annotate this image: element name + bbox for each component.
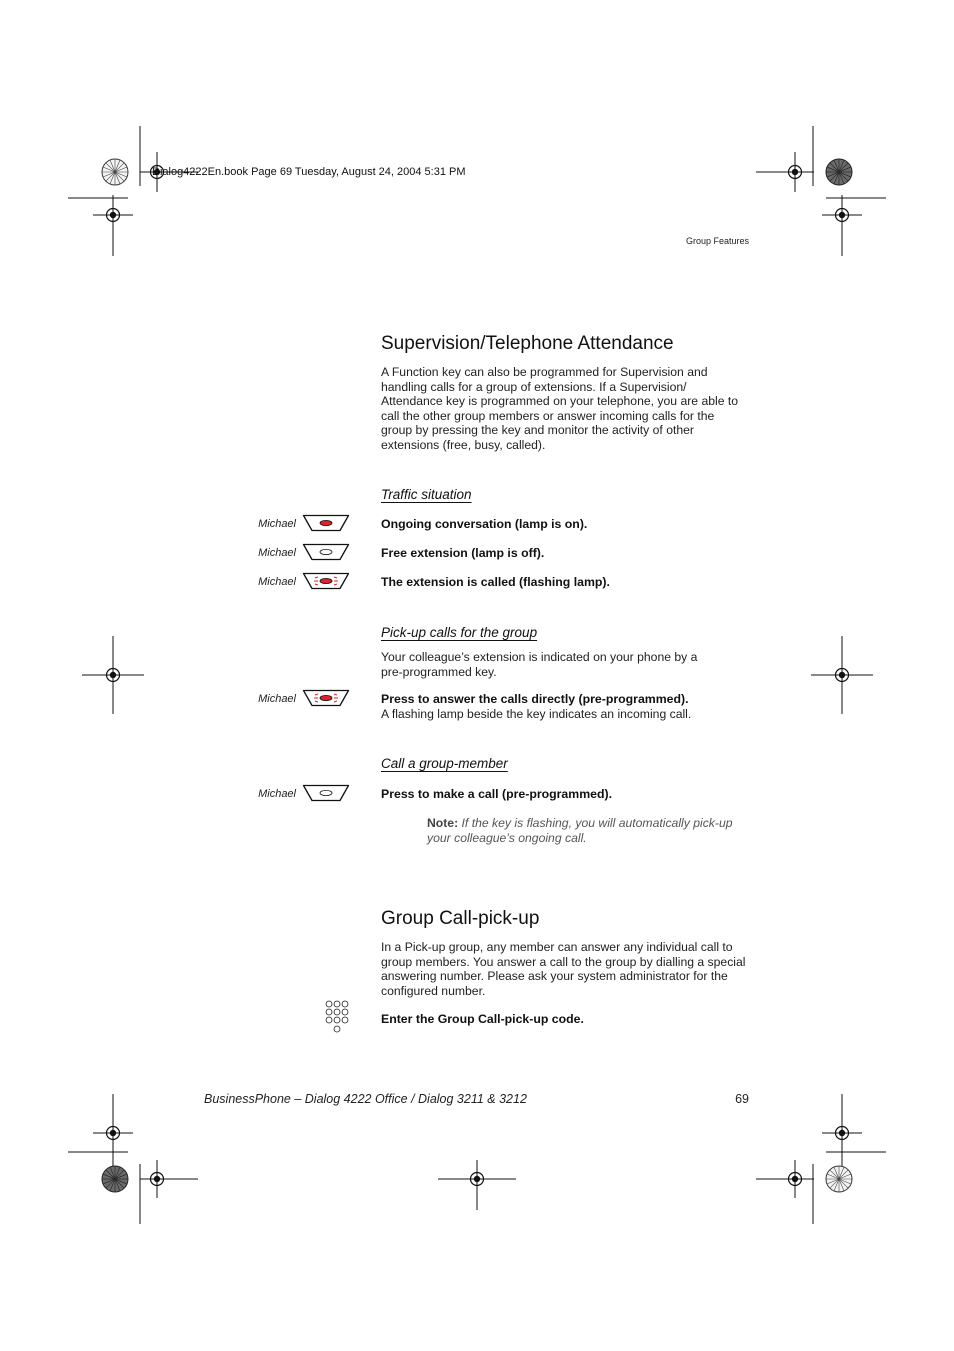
text-line: answering number. Please ask your system administrator for the — [381, 969, 728, 983]
pickup-action: Press to answer the calls directly (pre-programmed). — [381, 692, 689, 706]
text-line: pre-programmed key. — [381, 664, 497, 679]
subheading-call-member: Call a group-member — [381, 756, 508, 771]
text-line: group members. You answer a call to the group by dialling a special — [381, 954, 746, 969]
function-key-icon[interactable] — [302, 784, 350, 802]
note — [427, 816, 757, 845]
note-text: your colleague’s ongoing call. — [427, 830, 587, 845]
text-line: A Function key can also be programmed for Supervision and — [381, 365, 708, 379]
text-line: handling calls for a group of extensions. If a Supervision/ — [381, 379, 687, 394]
traffic-row-text: Free extension (lamp is off). — [381, 546, 545, 560]
function-key-icon[interactable] — [302, 572, 350, 590]
subheading-pickup: Pick-up calls for the group — [381, 625, 538, 640]
note-text: If the key is flashing, you will automatically pick-up — [461, 816, 733, 830]
key-label: Michael — [258, 693, 296, 705]
key-label: Michael — [258, 547, 296, 559]
text-line: group by pressing the key and monitor the activity of other — [381, 423, 694, 437]
group-pickup-intro — [381, 940, 761, 998]
section-title-group-pickup: Group Call-pick-up — [381, 908, 540, 929]
call-member-action: Press to make a call (pre-programmed). — [381, 787, 612, 801]
supervision-intro — [381, 365, 761, 452]
key-label: Michael — [258, 576, 296, 588]
text-line: extensions (free, busy, called). — [381, 437, 546, 452]
text-line: call the other group members or answer incoming calls for the — [381, 408, 715, 423]
traffic-row-text: The extension is called (flashing lamp). — [381, 575, 610, 589]
note-label: Note: — [427, 816, 459, 830]
section-label: Group Features — [685, 236, 749, 246]
function-key-icon[interactable] — [302, 543, 350, 561]
text-line: In a Pick-up group, any member can answer any individual call to — [381, 940, 733, 954]
pickup-intro — [381, 650, 761, 679]
pickup-sub: A flashing lamp beside the key indicates an incoming call. — [381, 707, 692, 721]
section-title-supervision: Supervision/Telephone Attendance — [381, 333, 674, 354]
text-line: Your colleague’s extension is indicated on your phone by a — [381, 650, 698, 664]
text-line: Attendance key is programmed on your telephone, you are able to — [381, 394, 739, 408]
footer-text: BusinessPhone – Dialog 4222 Office / Dialog 3211 & 3212 — [204, 1092, 527, 1106]
key-label: Michael — [258, 518, 296, 530]
traffic-row-text: Ongoing conversation (lamp is on). — [381, 517, 588, 531]
keypad-icon — [324, 999, 352, 1037]
page-number: 69 — [735, 1092, 749, 1106]
key-label: Michael — [258, 788, 296, 800]
print-header: Dialog4222En.book Page 69 Tuesday, August 24, 2004 5:31 PM — [152, 166, 466, 178]
text-line: configured number. — [381, 983, 486, 998]
group-pickup-action: Enter the Group Call-pick-up code. — [381, 1012, 584, 1026]
function-key-icon[interactable] — [302, 514, 350, 532]
function-key-icon[interactable] — [302, 689, 350, 707]
subheading-traffic: Traffic situation — [381, 487, 472, 502]
